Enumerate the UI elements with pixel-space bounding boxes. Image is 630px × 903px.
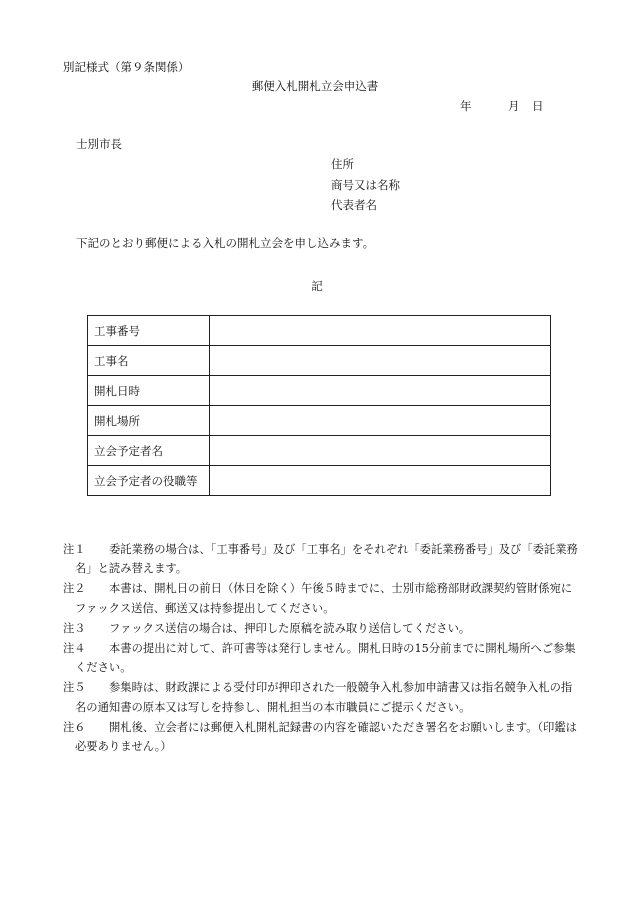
document-title: 郵便入札開札立会申込書 bbox=[251, 79, 379, 93]
row-label: 工事名 bbox=[88, 346, 210, 376]
note-label: 注１ bbox=[63, 543, 86, 556]
row-value-field[interactable] bbox=[210, 346, 551, 376]
row-value-field[interactable] bbox=[210, 466, 551, 496]
table-row bbox=[88, 436, 551, 466]
note-label: 注２ bbox=[63, 582, 86, 596]
addressee: 士別市長 bbox=[76, 137, 122, 151]
date-line bbox=[460, 101, 544, 113]
note-label: 注４ bbox=[63, 642, 86, 656]
table-row bbox=[88, 346, 551, 376]
notes-section bbox=[63, 540, 581, 757]
note-text: 本書は、開札日の前日（休日を除く）午後５時までに、士別市総務部財政課契約管財係宛にファックス送信、郵送又は持参提出してください。 bbox=[75, 582, 573, 615]
note-item bbox=[63, 678, 581, 716]
row-label: 開札日時 bbox=[88, 376, 210, 406]
note-text: ファックス送信の場合は、押印した原稿を読み取り送信してください。 bbox=[109, 621, 471, 635]
row-label: 立会予定者名 bbox=[88, 436, 210, 466]
table-row bbox=[88, 406, 551, 436]
note-item bbox=[63, 718, 581, 756]
date-month-label: 月 bbox=[508, 99, 520, 113]
intro-text: 下記のとおり郵便による入札の開札立会を申し込みます。 bbox=[76, 236, 375, 250]
date-year-label: 年 bbox=[460, 99, 472, 113]
note-item bbox=[63, 540, 581, 578]
note-label: 注３ bbox=[63, 621, 86, 635]
note-item bbox=[63, 639, 581, 677]
row-label: 立会予定者の役職等 bbox=[88, 466, 210, 496]
applicant-representative-label: 代表者名 bbox=[331, 198, 377, 212]
form-label: 別記様式（第９条関係） bbox=[63, 60, 190, 74]
table-row bbox=[88, 316, 551, 346]
table-row bbox=[88, 466, 551, 496]
note-text: 委託業務の場合は、「工事番号」及び「工事名」をそれぞれ「委託業務番号」及び「委託業務名」と読み替えます。 bbox=[75, 543, 578, 576]
note-item bbox=[63, 619, 581, 638]
row-value-field[interactable] bbox=[210, 436, 551, 466]
applicant-address-label: 住所 bbox=[331, 157, 354, 171]
ki-heading: 記 bbox=[311, 279, 323, 293]
row-value-field[interactable] bbox=[210, 376, 551, 406]
note-text: 参集時は、財政課による受付印が押印された一般競争入札参加申請書又は指名競争入札の指名の通知書の原本又は写しを持参し、開札担当の本市職員にご提示ください。 bbox=[75, 681, 573, 714]
note-label: 注６ bbox=[63, 720, 86, 734]
applicant-name-label: 商号又は名称 bbox=[331, 178, 400, 192]
note-item bbox=[63, 579, 581, 617]
note-label: 注５ bbox=[63, 681, 86, 695]
date-day-label: 日 bbox=[532, 99, 544, 113]
note-text: 本書の提出に対して、許可書等は発行しません。開札日時の15分前までに開札場所へご参集ください。 bbox=[75, 642, 576, 675]
table-row bbox=[88, 376, 551, 406]
row-label: 工事番号 bbox=[88, 316, 210, 346]
row-value-field[interactable] bbox=[210, 316, 551, 346]
row-value-field[interactable] bbox=[210, 406, 551, 436]
row-label: 開札場所 bbox=[88, 406, 210, 436]
note-text: 開札後、立会者には郵便入札開札記録書の内容を確認いただき署名をお願いします。（印鑑は必要ありません。） bbox=[75, 720, 577, 754]
detail-table bbox=[87, 315, 551, 496]
